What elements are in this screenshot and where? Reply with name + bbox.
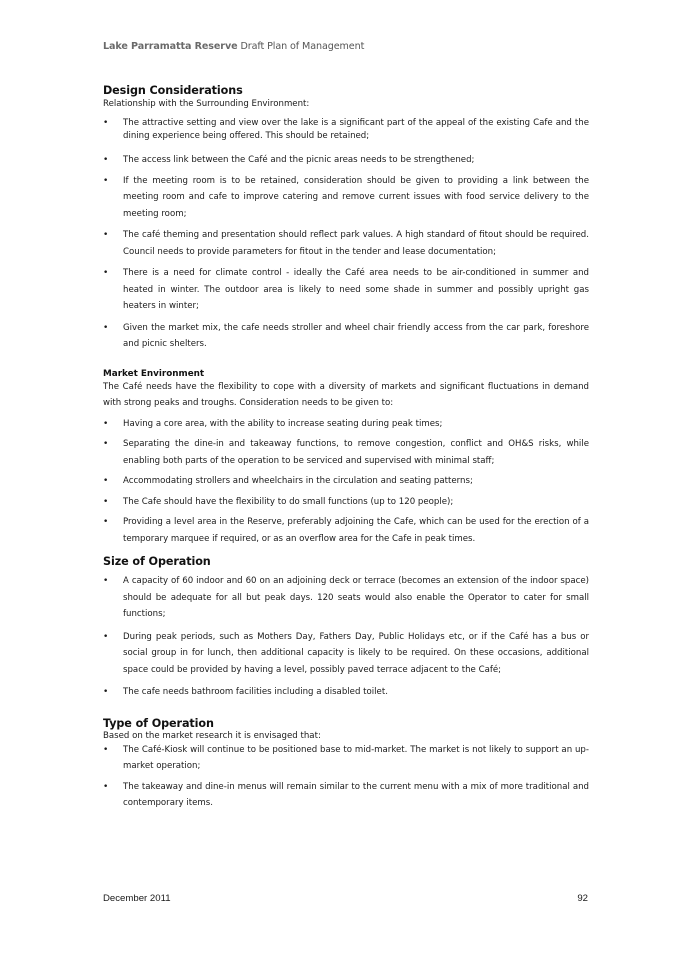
list-item-text: The attractive setting and view over the lake is a significant part of the appeal of the existing Cafe and the dining experience being offered. This should be retained; <box>123 118 589 141</box>
bullet-icon: • <box>103 744 109 755</box>
bullet-icon: • <box>103 118 109 128</box>
list-item-text: Accommodating strollers and wheelchairs in the circulation and seating patterns; <box>123 476 473 486</box>
bullet-icon: • <box>103 155 109 165</box>
list-item-text: During peak periods, such as Mothers Day, Fathers Day, Public Holidays etc, or if the Café has a bus or social group in for lunch, then additional capacity is likely to be required. On these occasions, additional space could be provided by having a level, possibly paved terrace adjacent to the Café; <box>123 631 589 675</box>
size-of-operation-heading: Size of Operation <box>103 555 211 568</box>
list-item <box>103 265 589 315</box>
bullet-icon: • <box>103 781 109 792</box>
type-bullet-list <box>103 742 589 812</box>
market-bullet-list <box>103 416 589 548</box>
list-item-text: The takeaway and dine-in menus will remain similar to the current menu with a mix of more traditional and contemporary items. <box>123 781 589 808</box>
list-item <box>103 436 589 469</box>
design-bullet-list <box>103 117 589 353</box>
bullet-icon: • <box>103 476 109 486</box>
bullet-icon: • <box>103 576 109 586</box>
list-item-text: The access link between the Café and the picnic areas needs to be strengthened; <box>123 155 475 165</box>
list-item-text: The Café-Kiosk will continue to be positioned base to mid-market. The market is not likely to support an up-market operation; <box>123 744 589 771</box>
bullet-icon: • <box>103 230 109 240</box>
footer-date: December 2011 <box>103 893 171 904</box>
list-item <box>103 573 589 623</box>
list-item <box>103 227 589 260</box>
list-item <box>103 514 589 547</box>
list-item-text: The café theming and presentation should reflect park values. A high standard of fitout should be required. Council needs to provide parameters for fitout in the tender and lease documentation; <box>123 230 589 257</box>
list-item-text: There is a need for climate control - ideally the Café area needs to be air-conditioned in summer and heated in winter. The outdoor area is likely to need some shade in summer and possibly upright gas heaters in winter; <box>123 268 589 311</box>
list-item <box>103 684 589 701</box>
bullet-icon: • <box>103 517 109 527</box>
bullet-icon: • <box>103 268 109 278</box>
bullet-icon: • <box>103 175 109 186</box>
list-item <box>103 742 589 775</box>
market-environment-heading: Market Environment <box>103 368 205 379</box>
list-item <box>103 473 589 490</box>
design-considerations-intro: Relationship with the Surrounding Environment: <box>103 99 310 109</box>
bullet-icon: • <box>103 322 109 333</box>
list-item <box>103 416 589 433</box>
type-of-operation-section <box>103 717 589 812</box>
list-item-text: The cafe needs bathroom facilities including a disabled toilet. <box>123 687 388 697</box>
page-content <box>103 84 589 812</box>
bullet-icon: • <box>103 687 109 697</box>
list-item-text: Separating the dine-in and takeaway functions, to remove congestion, conflict and OH&S risks, while enabling both parts of the operation to be serviced and supervised with minimal staff; <box>123 439 589 466</box>
list-item-text: The Cafe should have the flexibility to do small functions (up to 120 people); <box>123 496 454 507</box>
list-item-text: Having a core area, with the ability to increase seating during peak times; <box>123 418 443 429</box>
market-environment-intro: The Café needs have the flexibility to cope with a diversity of markets and significant fluctuations in demand with strong peaks and troughs. Consideration needs to be given to: <box>103 381 589 408</box>
bullet-icon: • <box>103 439 109 449</box>
list-item <box>103 494 589 511</box>
design-considerations-section <box>103 84 589 353</box>
type-of-operation-heading: Type of Operation <box>103 716 214 730</box>
design-considerations-heading: Design Considerations <box>103 84 243 97</box>
list-item <box>103 779 589 812</box>
list-item-text: A capacity of 60 indoor and 60 on an adjoining deck or terrace (becomes an extension of the indoor space) should be adequate for all but peak days. 120 seats would also enable the Operator to cater for small functions; <box>123 576 589 619</box>
page-number: 92 <box>577 893 588 904</box>
list-item <box>103 173 589 223</box>
header-reserve-name: Lake Parramatta Reserve <box>103 41 238 52</box>
list-item-text: Providing a level area in the Reserve, preferably adjoining the Cafe, which can be used for the erection of a temporary marquee if required, or as an overflow area for the Cafe in peak times. <box>123 517 589 544</box>
list-item-text: Given the market mix, the cafe needs stroller and wheel chair friendly access from the car park, foreshore and picnic shelters. <box>123 322 589 349</box>
list-item <box>103 117 589 142</box>
list-item <box>103 320 589 353</box>
list-item <box>103 629 589 679</box>
size-bullet-list <box>103 573 589 701</box>
bullet-icon: • <box>103 418 109 429</box>
bullet-icon: • <box>103 631 109 642</box>
running-header <box>103 41 364 52</box>
list-item <box>103 152 589 169</box>
header-doc-title: Draft Plan of Management <box>237 41 365 52</box>
type-of-operation-intro: Based on the market research it is envisaged that: <box>103 730 321 741</box>
size-of-operation-section <box>103 555 589 701</box>
market-environment-section <box>103 369 589 548</box>
bullet-icon: • <box>103 496 109 507</box>
list-item-text: If the meeting room is to be retained, consideration should be given to providing a link between the meeting room and cafe to improve catering and remove current issues with food service delivery to the meeting room; <box>123 175 589 219</box>
